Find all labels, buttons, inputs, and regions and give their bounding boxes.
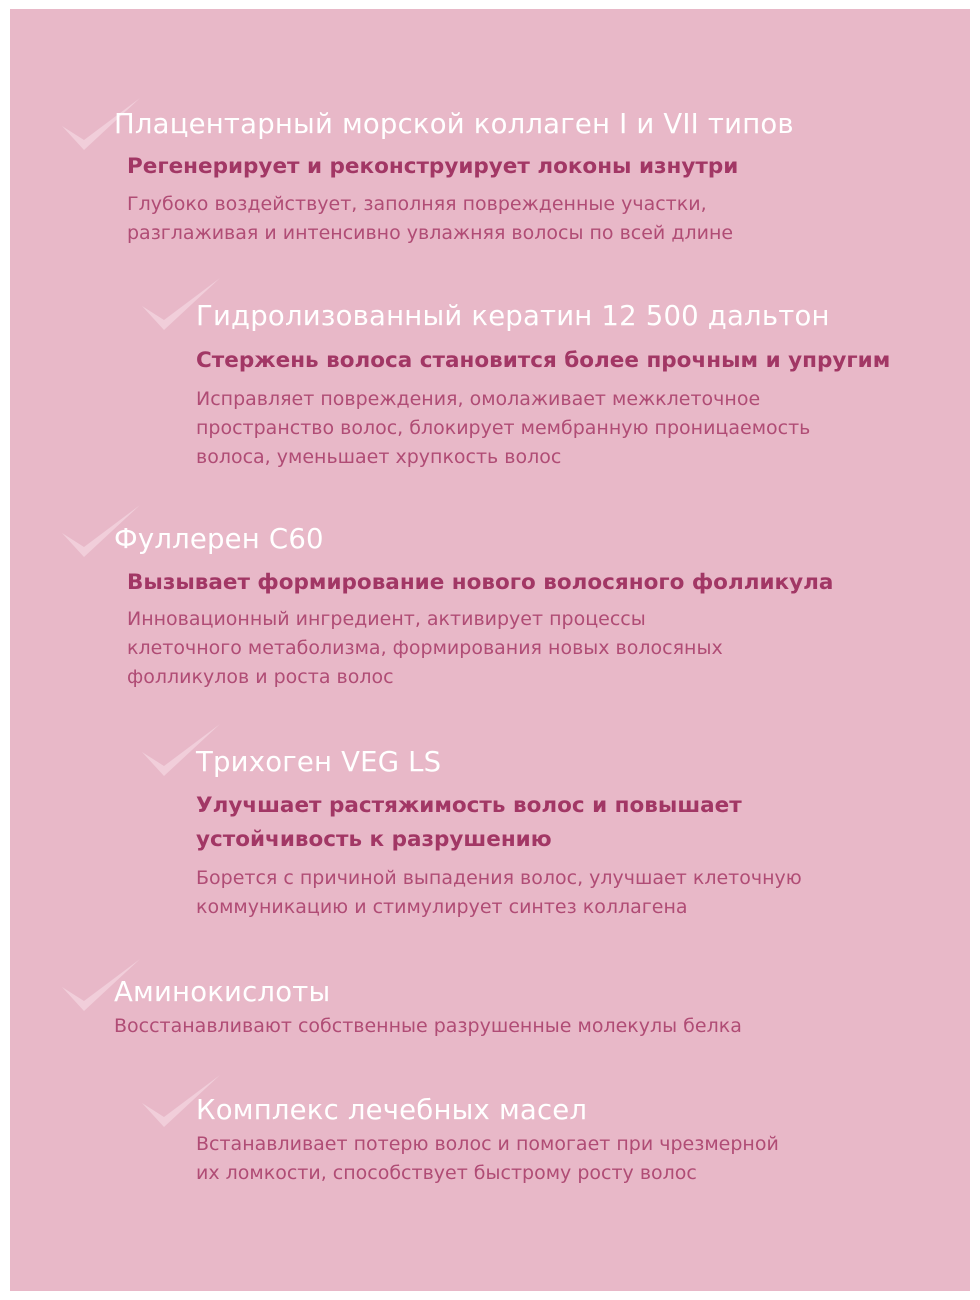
ingredient-description-line: Исправляет повреждения, омолаживает межклеточное	[196, 388, 761, 410]
ingredient-subtitle-line: устойчивость к разрушению	[196, 827, 552, 852]
ingredient-description-line: Глубоко воздействует, заполняя поврежденные участки,	[127, 193, 707, 215]
ingredient-description-line: волоса, уменьшает хрупкость волос	[196, 446, 562, 468]
ingredients-panel	[10, 9, 970, 1291]
ingredient-title: Фуллерен С60	[114, 523, 324, 555]
ingredient-subtitle: Вызывает формирование нового волосяного фолликула	[127, 570, 834, 595]
ingredient-title: Плацентарный морской коллаген I и VII типов	[114, 108, 794, 140]
ingredient-description-line: Инновационный ингредиент, активирует процессы	[127, 608, 646, 630]
ingredient-subtitle: Регенерирует и реконструирует локоны изнутри	[127, 154, 739, 179]
ingredient-subtitle: Стержень волоса становится более прочным и упругим	[196, 348, 891, 373]
ingredient-description-line: клеточного метаболизма, формирования новых волосяных	[127, 637, 723, 659]
ingredient-description-line: коммуникацию и стимулирует синтез коллагена	[196, 896, 688, 918]
ingredient-description-line: фолликулов и роста волос	[127, 666, 394, 688]
ingredient-description-line: Встанавливает потерю волос и помогает при чрезмерной	[196, 1133, 779, 1155]
ingredient-description-line: их ломкости, способствует быстрому росту волос	[196, 1162, 697, 1184]
ingredient-description-line: Восстанавливают собственные разрушенные молекулы белка	[114, 1015, 742, 1037]
ingredient-title: Комплекс лечебных масел	[196, 1094, 588, 1126]
ingredient-title: Трихоген VEG LS	[196, 746, 442, 778]
ingredient-description-line: разглаживая и интенсивно увлажняя волосы по всей длине	[127, 222, 734, 244]
ingredient-title: Аминокислоты	[114, 976, 331, 1008]
ingredient-description-line: пространство волос, блокирует мембранную проницаемость	[196, 417, 811, 439]
ingredient-subtitle-line: Улучшает растяжимость волос и повышает	[196, 793, 742, 818]
ingredient-description-line: Борется с причиной выпадения волос, улучшает клеточную	[196, 867, 802, 889]
ingredient-title: Гидролизованный кератин 12 500 дальтон	[196, 300, 830, 332]
